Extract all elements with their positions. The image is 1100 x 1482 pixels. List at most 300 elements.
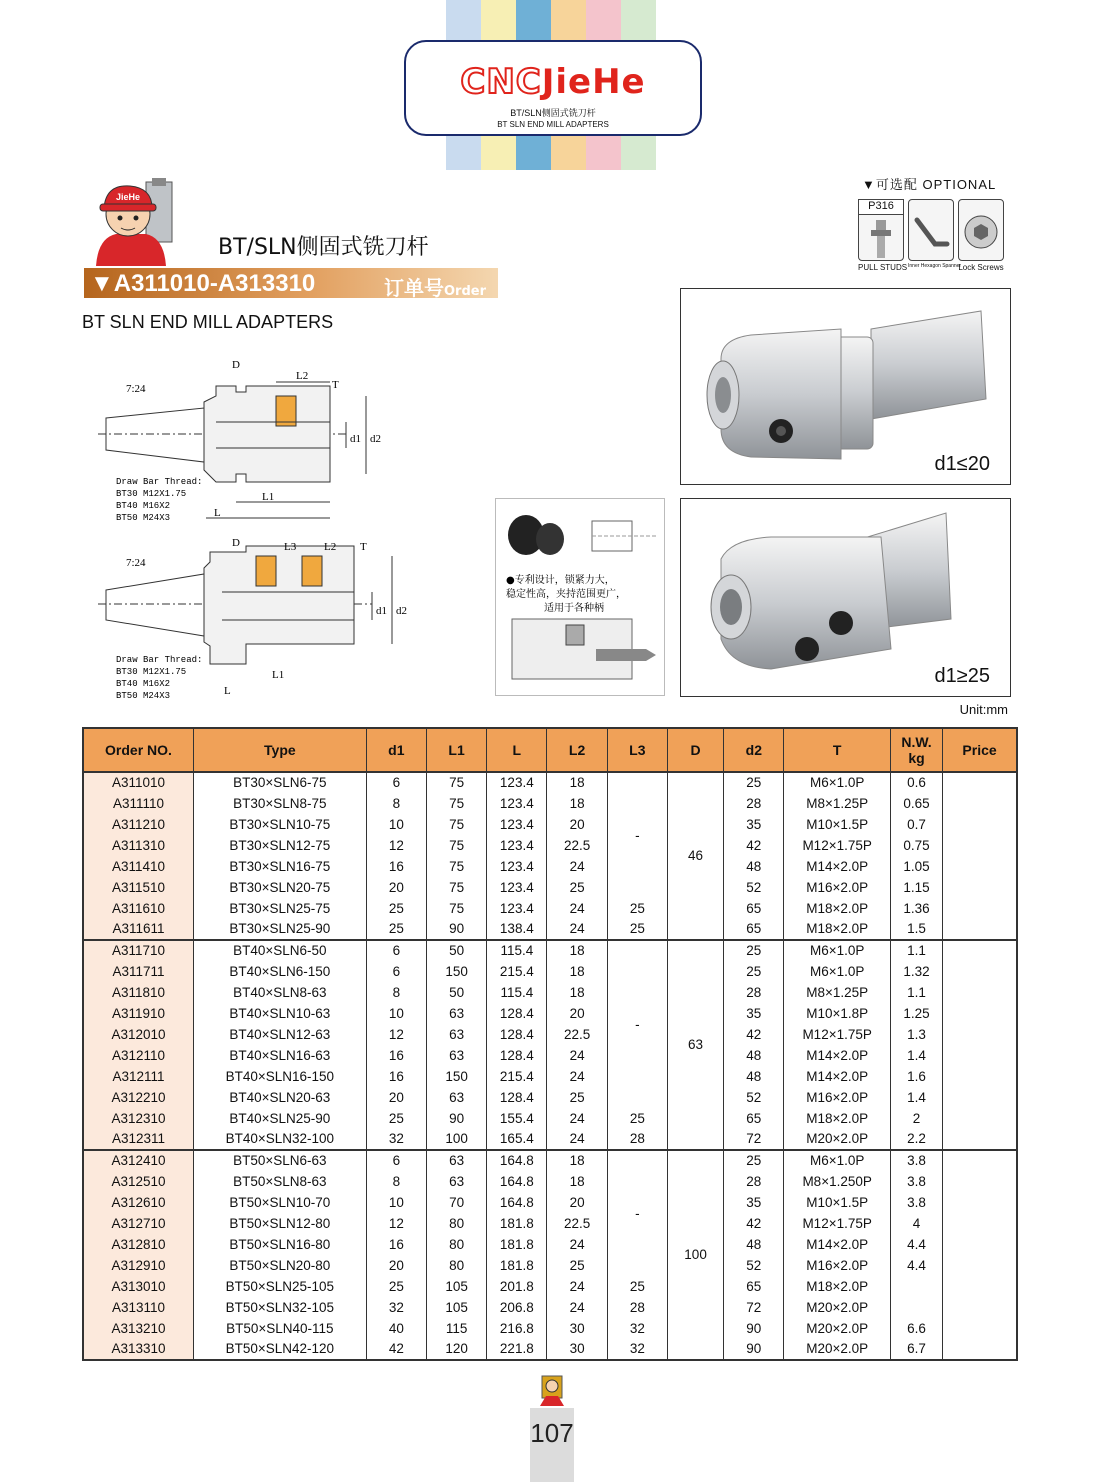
cell-nw: 1.6 bbox=[890, 1066, 942, 1087]
cell-d1: 10 bbox=[366, 1003, 426, 1024]
cell-t: M6×1.0P bbox=[784, 961, 890, 982]
cell-l2: 24 bbox=[547, 1129, 607, 1150]
table-row bbox=[83, 1276, 1017, 1297]
cell-nw: 1.1 bbox=[890, 982, 942, 1003]
cell-type: BT50×SLN32-105 bbox=[193, 1297, 366, 1318]
cell-price bbox=[943, 1234, 1017, 1255]
table-row bbox=[83, 1129, 1017, 1150]
cell-l1: 105 bbox=[426, 1297, 486, 1318]
cell-t: M16×2.0P bbox=[784, 1087, 890, 1108]
cell-order: A312110 bbox=[83, 1045, 193, 1066]
cell-d2: 25 bbox=[724, 940, 784, 961]
label-l-2: L bbox=[224, 685, 231, 697]
cell-t: M14×2.0P bbox=[784, 1045, 890, 1066]
cell-nw: 2.2 bbox=[890, 1129, 942, 1150]
table-row bbox=[83, 919, 1017, 940]
cell-l: 128.4 bbox=[487, 1003, 547, 1024]
cell-type: BT40×SLN16-150 bbox=[193, 1066, 366, 1087]
cell-price bbox=[943, 1213, 1017, 1234]
screw-detail-inset bbox=[495, 498, 665, 696]
table-row bbox=[83, 1192, 1017, 1213]
cell-l2: 18 bbox=[547, 772, 607, 793]
optional-accessories bbox=[858, 174, 1018, 272]
cell-price bbox=[943, 898, 1017, 919]
table-header-cell: Order NO. bbox=[83, 728, 193, 772]
cell-t: M18×2.0P bbox=[784, 898, 890, 919]
cell-d2: 25 bbox=[724, 1150, 784, 1171]
table-row bbox=[83, 961, 1017, 982]
cell-price bbox=[943, 1150, 1017, 1171]
cell-d1: 6 bbox=[366, 772, 426, 793]
cell-l3: 25 bbox=[607, 919, 667, 940]
logo-cnc: CNC bbox=[460, 62, 542, 102]
cell-l: 201.8 bbox=[487, 1276, 547, 1297]
label-d1-2: d1 bbox=[376, 605, 387, 617]
table-header-cell: L bbox=[487, 728, 547, 772]
cell-nw: 1.15 bbox=[890, 877, 942, 898]
table-header-row bbox=[83, 728, 1017, 772]
cell-type: BT30×SLN16-75 bbox=[193, 856, 366, 877]
cell-type: BT30×SLN25-75 bbox=[193, 898, 366, 919]
cell-t: M16×2.0P bbox=[784, 877, 890, 898]
cell-nw: 1.32 bbox=[890, 961, 942, 982]
cell-l: 115.4 bbox=[487, 982, 547, 1003]
thread-bt30: BT30 M12X1.75 bbox=[116, 489, 187, 499]
table-row bbox=[83, 1339, 1017, 1360]
cell-l2: 24 bbox=[547, 1045, 607, 1066]
cell-price bbox=[943, 1024, 1017, 1045]
cell-l1: 75 bbox=[426, 877, 486, 898]
cell-l3-dash: - bbox=[607, 1150, 667, 1276]
cell-l2: 24 bbox=[547, 1234, 607, 1255]
cell-order: A312410 bbox=[83, 1150, 193, 1171]
label-l2-2: L2 bbox=[324, 541, 337, 553]
cell-nw: 1.4 bbox=[890, 1087, 942, 1108]
cell-l1: 150 bbox=[426, 961, 486, 982]
cell-t: M10×1.5P bbox=[784, 814, 890, 835]
inset-note-2: 稳定性高，夹持范围更广， bbox=[506, 589, 626, 600]
table-header-cell: T bbox=[784, 728, 890, 772]
cell-type: BT30×SLN20-75 bbox=[193, 877, 366, 898]
cell-order: A311410 bbox=[83, 856, 193, 877]
cell-d2: 25 bbox=[724, 961, 784, 982]
table-row bbox=[83, 1171, 1017, 1192]
cell-order: A313210 bbox=[83, 1318, 193, 1339]
cell-t: M8×1.25P bbox=[784, 982, 890, 1003]
cell-order: A312810 bbox=[83, 1234, 193, 1255]
cell-order: A312510 bbox=[83, 1171, 193, 1192]
table-header-cell: Type bbox=[193, 728, 366, 772]
table-row bbox=[83, 1318, 1017, 1339]
cell-d1: 32 bbox=[366, 1297, 426, 1318]
cell-order: A311110 bbox=[83, 793, 193, 814]
cell-l2: 22.5 bbox=[547, 1024, 607, 1045]
cell-order: A312610 bbox=[83, 1192, 193, 1213]
page-mascot-icon bbox=[536, 1372, 568, 1406]
table-header-cell: L1 bbox=[426, 728, 486, 772]
label-d1: d1 bbox=[350, 433, 361, 445]
cell-d2: 90 bbox=[724, 1339, 784, 1360]
cell-l1: 80 bbox=[426, 1213, 486, 1234]
cell-l1: 63 bbox=[426, 1171, 486, 1192]
cell-d1: 25 bbox=[366, 1108, 426, 1129]
table-row bbox=[83, 1003, 1017, 1024]
hex-spanner-icon bbox=[908, 199, 954, 261]
cell-nw: 1.3 bbox=[890, 1024, 942, 1045]
cell-type: BT30×SLN6-75 bbox=[193, 772, 366, 793]
table-header-cell: D bbox=[667, 728, 723, 772]
cell-d2: 42 bbox=[724, 1213, 784, 1234]
cell-price bbox=[943, 1276, 1017, 1297]
table-header-cell: d1 bbox=[366, 728, 426, 772]
cell-t: M14×2.0P bbox=[784, 1066, 890, 1087]
cell-nw: 3.8 bbox=[890, 1192, 942, 1213]
cell-nw: 6.6 bbox=[890, 1318, 942, 1339]
label-l1: L1 bbox=[262, 491, 275, 503]
table-header-cell: d2 bbox=[724, 728, 784, 772]
cell-l1: 80 bbox=[426, 1255, 486, 1276]
cell-l: 123.4 bbox=[487, 877, 547, 898]
cell-price bbox=[943, 772, 1017, 793]
cell-nw: 0.6 bbox=[890, 772, 942, 793]
cell-order: A313010 bbox=[83, 1276, 193, 1297]
cell-d1: 16 bbox=[366, 1045, 426, 1066]
cell-l2: 24 bbox=[547, 1276, 607, 1297]
logo-subtitle-en: BT SLN END MILL ADAPTERS bbox=[497, 120, 609, 129]
product-photo-small bbox=[680, 288, 1011, 485]
cell-d1: 16 bbox=[366, 1234, 426, 1255]
cell-d2: 35 bbox=[724, 814, 784, 835]
cell-l1: 63 bbox=[426, 1003, 486, 1024]
cell-l1: 75 bbox=[426, 856, 486, 877]
cell-d2: 72 bbox=[724, 1297, 784, 1318]
logo-jiehe: JieHe bbox=[541, 62, 646, 102]
cell-type: BT50×SLN12-80 bbox=[193, 1213, 366, 1234]
cell-order: A311611 bbox=[83, 919, 193, 940]
cell-d1: 25 bbox=[366, 919, 426, 940]
cell-l1: 105 bbox=[426, 1276, 486, 1297]
cell-d-merged: 46 bbox=[667, 772, 723, 940]
mascot-icon bbox=[86, 178, 196, 266]
cell-d1: 10 bbox=[366, 1192, 426, 1213]
cell-order: A311710 bbox=[83, 940, 193, 961]
cell-l: 215.4 bbox=[487, 961, 547, 982]
cell-price bbox=[943, 1066, 1017, 1087]
label-d2-2: d2 bbox=[396, 605, 407, 617]
cell-l3-dash: - bbox=[607, 940, 667, 1108]
cell-t: M14×2.0P bbox=[784, 856, 890, 877]
cell-order: A311210 bbox=[83, 814, 193, 835]
cell-l: 164.8 bbox=[487, 1171, 547, 1192]
order-label bbox=[384, 272, 498, 325]
cell-l2: 25 bbox=[547, 1255, 607, 1276]
cell-type: BT50×SLN20-80 bbox=[193, 1255, 366, 1276]
cell-l: 206.8 bbox=[487, 1297, 547, 1318]
product-photo-large bbox=[680, 498, 1011, 697]
table-row bbox=[83, 1024, 1017, 1045]
inset-note-3: 适用于各种柄 bbox=[544, 603, 604, 614]
cell-l1: 100 bbox=[426, 1129, 486, 1150]
cell-l1: 90 bbox=[426, 919, 486, 940]
cell-price bbox=[943, 1108, 1017, 1129]
cell-d2: 28 bbox=[724, 793, 784, 814]
cell-l2: 22.5 bbox=[547, 835, 607, 856]
cell-price bbox=[943, 1192, 1017, 1213]
cell-d1: 12 bbox=[366, 1024, 426, 1045]
cell-l: 123.4 bbox=[487, 835, 547, 856]
cell-type: BT50×SLN6-63 bbox=[193, 1150, 366, 1171]
cell-d2: 65 bbox=[724, 898, 784, 919]
caption-pull-studs: PULL STUDS bbox=[858, 263, 908, 272]
cell-d1: 8 bbox=[366, 1171, 426, 1192]
cell-l1: 80 bbox=[426, 1234, 486, 1255]
cell-l: 221.8 bbox=[487, 1339, 547, 1360]
cell-t: M10×1.8P bbox=[784, 1003, 890, 1024]
cell-l1: 90 bbox=[426, 1108, 486, 1129]
label-t: T bbox=[332, 379, 339, 391]
photo-caption-2: d1≥25 bbox=[934, 665, 990, 687]
cell-t: M8×1.25P bbox=[784, 793, 890, 814]
cell-d2: 35 bbox=[724, 1003, 784, 1024]
order-label-cn: 订单号 bbox=[384, 276, 444, 300]
cell-l2: 22.5 bbox=[547, 1213, 607, 1234]
cell-t: M12×1.75P bbox=[784, 835, 890, 856]
cell-d2: 42 bbox=[724, 835, 784, 856]
cell-t: M12×1.75P bbox=[784, 1024, 890, 1045]
cell-order: A311810 bbox=[83, 982, 193, 1003]
cell-l2: 18 bbox=[547, 961, 607, 982]
cell-d2: 65 bbox=[724, 1108, 784, 1129]
cell-type: BT30×SLN25-90 bbox=[193, 919, 366, 940]
caption-hex-spanner: Inner Hexagon Spanner bbox=[908, 263, 962, 269]
cell-nw: 1.36 bbox=[890, 898, 942, 919]
cell-l2: 24 bbox=[547, 919, 607, 940]
cell-price bbox=[943, 982, 1017, 1003]
cell-t: M18×2.0P bbox=[784, 1108, 890, 1129]
cell-order: A312710 bbox=[83, 1213, 193, 1234]
cell-price bbox=[943, 793, 1017, 814]
cell-d1: 40 bbox=[366, 1318, 426, 1339]
cell-l2: 25 bbox=[547, 877, 607, 898]
cell-order: A311310 bbox=[83, 835, 193, 856]
cell-l2: 18 bbox=[547, 793, 607, 814]
cell-type: BT40×SLN32-100 bbox=[193, 1129, 366, 1150]
cell-type: BT40×SLN12-63 bbox=[193, 1024, 366, 1045]
cell-type: BT50×SLN25-105 bbox=[193, 1276, 366, 1297]
cell-order: A311910 bbox=[83, 1003, 193, 1024]
cell-l: 181.8 bbox=[487, 1255, 547, 1276]
cell-l1: 115 bbox=[426, 1318, 486, 1339]
table-row bbox=[83, 982, 1017, 1003]
cell-l: 155.4 bbox=[487, 1108, 547, 1129]
cell-d2: 72 bbox=[724, 1129, 784, 1150]
cell-l: 123.4 bbox=[487, 814, 547, 835]
lock-screw-icon bbox=[958, 199, 1004, 261]
table-row bbox=[83, 898, 1017, 919]
taper-label-2: 7:24 bbox=[126, 557, 146, 569]
cell-l: 164.8 bbox=[487, 1150, 547, 1171]
cell-d2: 52 bbox=[724, 1087, 784, 1108]
cell-t: M6×1.0P bbox=[784, 940, 890, 961]
cell-nw: 3.8 bbox=[890, 1150, 942, 1171]
brand-logo bbox=[404, 40, 702, 136]
cell-t: M10×1.5P bbox=[784, 1192, 890, 1213]
taper-label: 7:24 bbox=[126, 383, 146, 395]
cell-price bbox=[943, 919, 1017, 940]
table-row bbox=[83, 940, 1017, 961]
table-row bbox=[83, 1255, 1017, 1276]
label-d-2: D bbox=[232, 537, 240, 549]
cell-d2: 28 bbox=[724, 1171, 784, 1192]
cell-type: BT50×SLN8-63 bbox=[193, 1171, 366, 1192]
photo-caption-1: d1≤20 bbox=[934, 453, 990, 475]
label-t-2: T bbox=[360, 541, 367, 553]
table-row bbox=[83, 1297, 1017, 1318]
cell-l2: 20 bbox=[547, 1192, 607, 1213]
label-d: D bbox=[232, 359, 240, 371]
cell-l1: 63 bbox=[426, 1087, 486, 1108]
cell-d2: 42 bbox=[724, 1024, 784, 1045]
cell-l: 123.4 bbox=[487, 898, 547, 919]
cell-l2: 18 bbox=[547, 940, 607, 961]
cell-l1: 50 bbox=[426, 940, 486, 961]
cell-l1: 150 bbox=[426, 1066, 486, 1087]
technical-drawing bbox=[96, 352, 486, 712]
cell-type: BT40×SLN6-50 bbox=[193, 940, 366, 961]
cell-price bbox=[943, 940, 1017, 961]
cell-l1: 63 bbox=[426, 1045, 486, 1066]
table-header-cell: N.W. kg bbox=[890, 728, 942, 772]
cell-nw: 6.7 bbox=[890, 1339, 942, 1360]
cell-type: BT30×SLN8-75 bbox=[193, 793, 366, 814]
cell-d2: 48 bbox=[724, 1234, 784, 1255]
cell-price bbox=[943, 1318, 1017, 1339]
cell-price bbox=[943, 1003, 1017, 1024]
cell-price bbox=[943, 1255, 1017, 1276]
cell-type: BT50×SLN42-120 bbox=[193, 1339, 366, 1360]
cell-nw: 1.05 bbox=[890, 856, 942, 877]
cell-d1: 25 bbox=[366, 898, 426, 919]
cell-order: A311711 bbox=[83, 961, 193, 982]
cell-t: M16×2.0P bbox=[784, 1255, 890, 1276]
cell-l1: 75 bbox=[426, 898, 486, 919]
cell-nw: 4.4 bbox=[890, 1255, 942, 1276]
cell-price bbox=[943, 1045, 1017, 1066]
cell-l2: 25 bbox=[547, 1087, 607, 1108]
cell-l3: 28 bbox=[607, 1129, 667, 1150]
cell-order: A311610 bbox=[83, 898, 193, 919]
cell-nw: 4.4 bbox=[890, 1234, 942, 1255]
cell-l2: 24 bbox=[547, 856, 607, 877]
cell-nw: 1.25 bbox=[890, 1003, 942, 1024]
cell-l: 181.8 bbox=[487, 1234, 547, 1255]
cell-t: M12×1.75P bbox=[784, 1213, 890, 1234]
table-row bbox=[83, 1045, 1017, 1066]
cell-l: 115.4 bbox=[487, 940, 547, 961]
cell-d2: 48 bbox=[724, 856, 784, 877]
cell-type: BT30×SLN12-75 bbox=[193, 835, 366, 856]
mascot-badge: JieHe bbox=[115, 192, 141, 202]
cell-l1: 75 bbox=[426, 835, 486, 856]
cell-type: BT40×SLN10-63 bbox=[193, 1003, 366, 1024]
cell-t: M6×1.0P bbox=[784, 772, 890, 793]
table-row bbox=[83, 1234, 1017, 1255]
cell-l3: 32 bbox=[607, 1339, 667, 1360]
cell-d2: 48 bbox=[724, 1066, 784, 1087]
cell-l: 164.8 bbox=[487, 1192, 547, 1213]
cell-t: M20×2.0P bbox=[784, 1297, 890, 1318]
cell-l2: 24 bbox=[547, 1297, 607, 1318]
cell-l2: 24 bbox=[547, 898, 607, 919]
cell-nw: 1.1 bbox=[890, 940, 942, 961]
cell-price bbox=[943, 856, 1017, 877]
thread-title-2: Draw Bar Thread: bbox=[116, 655, 203, 665]
cell-l: 123.4 bbox=[487, 856, 547, 877]
cell-l2: 18 bbox=[547, 1171, 607, 1192]
cell-d1: 20 bbox=[366, 1255, 426, 1276]
cell-nw: 0.7 bbox=[890, 814, 942, 835]
cell-d2: 90 bbox=[724, 1318, 784, 1339]
table-header-cell: L2 bbox=[547, 728, 607, 772]
cell-type: BT40×SLN6-150 bbox=[193, 961, 366, 982]
thread-bt50-2: BT50 M24X3 bbox=[116, 691, 171, 701]
cell-d1: 20 bbox=[366, 877, 426, 898]
thread-bt40: BT40 M16X2 bbox=[116, 501, 171, 511]
cell-d1: 8 bbox=[366, 793, 426, 814]
table-row bbox=[83, 856, 1017, 877]
pull-stud-icon bbox=[858, 199, 904, 261]
cell-l3: 32 bbox=[607, 1318, 667, 1339]
cell-price bbox=[943, 877, 1017, 898]
cell-price bbox=[943, 1171, 1017, 1192]
cell-price bbox=[943, 814, 1017, 835]
cell-l: 138.4 bbox=[487, 919, 547, 940]
cell-t: M18×2.0P bbox=[784, 1276, 890, 1297]
cell-order: A312310 bbox=[83, 1108, 193, 1129]
logo-subtitle-cn: BT/SLN侧固式铣刀杆 bbox=[510, 108, 596, 118]
thread-title: Draw Bar Thread: bbox=[116, 477, 203, 487]
table-row bbox=[83, 793, 1017, 814]
cell-d1: 42 bbox=[366, 1339, 426, 1360]
cell-l1: 63 bbox=[426, 1150, 486, 1171]
cell-order: A312010 bbox=[83, 1024, 193, 1045]
cell-l: 128.4 bbox=[487, 1024, 547, 1045]
cell-l1: 75 bbox=[426, 793, 486, 814]
table-row bbox=[83, 1108, 1017, 1129]
label-l: L bbox=[214, 507, 221, 519]
cell-type: BT30×SLN10-75 bbox=[193, 814, 366, 835]
cell-type: BT40×SLN25-90 bbox=[193, 1108, 366, 1129]
cell-l2: 20 bbox=[547, 814, 607, 835]
cell-d1: 10 bbox=[366, 814, 426, 835]
cell-l: 216.8 bbox=[487, 1318, 547, 1339]
label-l2: L2 bbox=[296, 370, 309, 382]
cell-d2: 52 bbox=[724, 877, 784, 898]
cell-l2: 30 bbox=[547, 1318, 607, 1339]
cell-price bbox=[943, 961, 1017, 982]
cell-order: A312210 bbox=[83, 1087, 193, 1108]
cell-l1: 63 bbox=[426, 1024, 486, 1045]
cell-l1: 50 bbox=[426, 982, 486, 1003]
cell-t: M18×2.0P bbox=[784, 919, 890, 940]
order-label-en: Order NO. bbox=[384, 284, 486, 324]
cell-nw bbox=[890, 1276, 942, 1297]
thread-bt50: BT50 M24X3 bbox=[116, 513, 171, 523]
cell-d1: 8 bbox=[366, 982, 426, 1003]
cell-l3: 25 bbox=[607, 1108, 667, 1129]
order-range: ▼A311010-A313310 bbox=[90, 270, 316, 297]
spec-table bbox=[82, 727, 1018, 1361]
